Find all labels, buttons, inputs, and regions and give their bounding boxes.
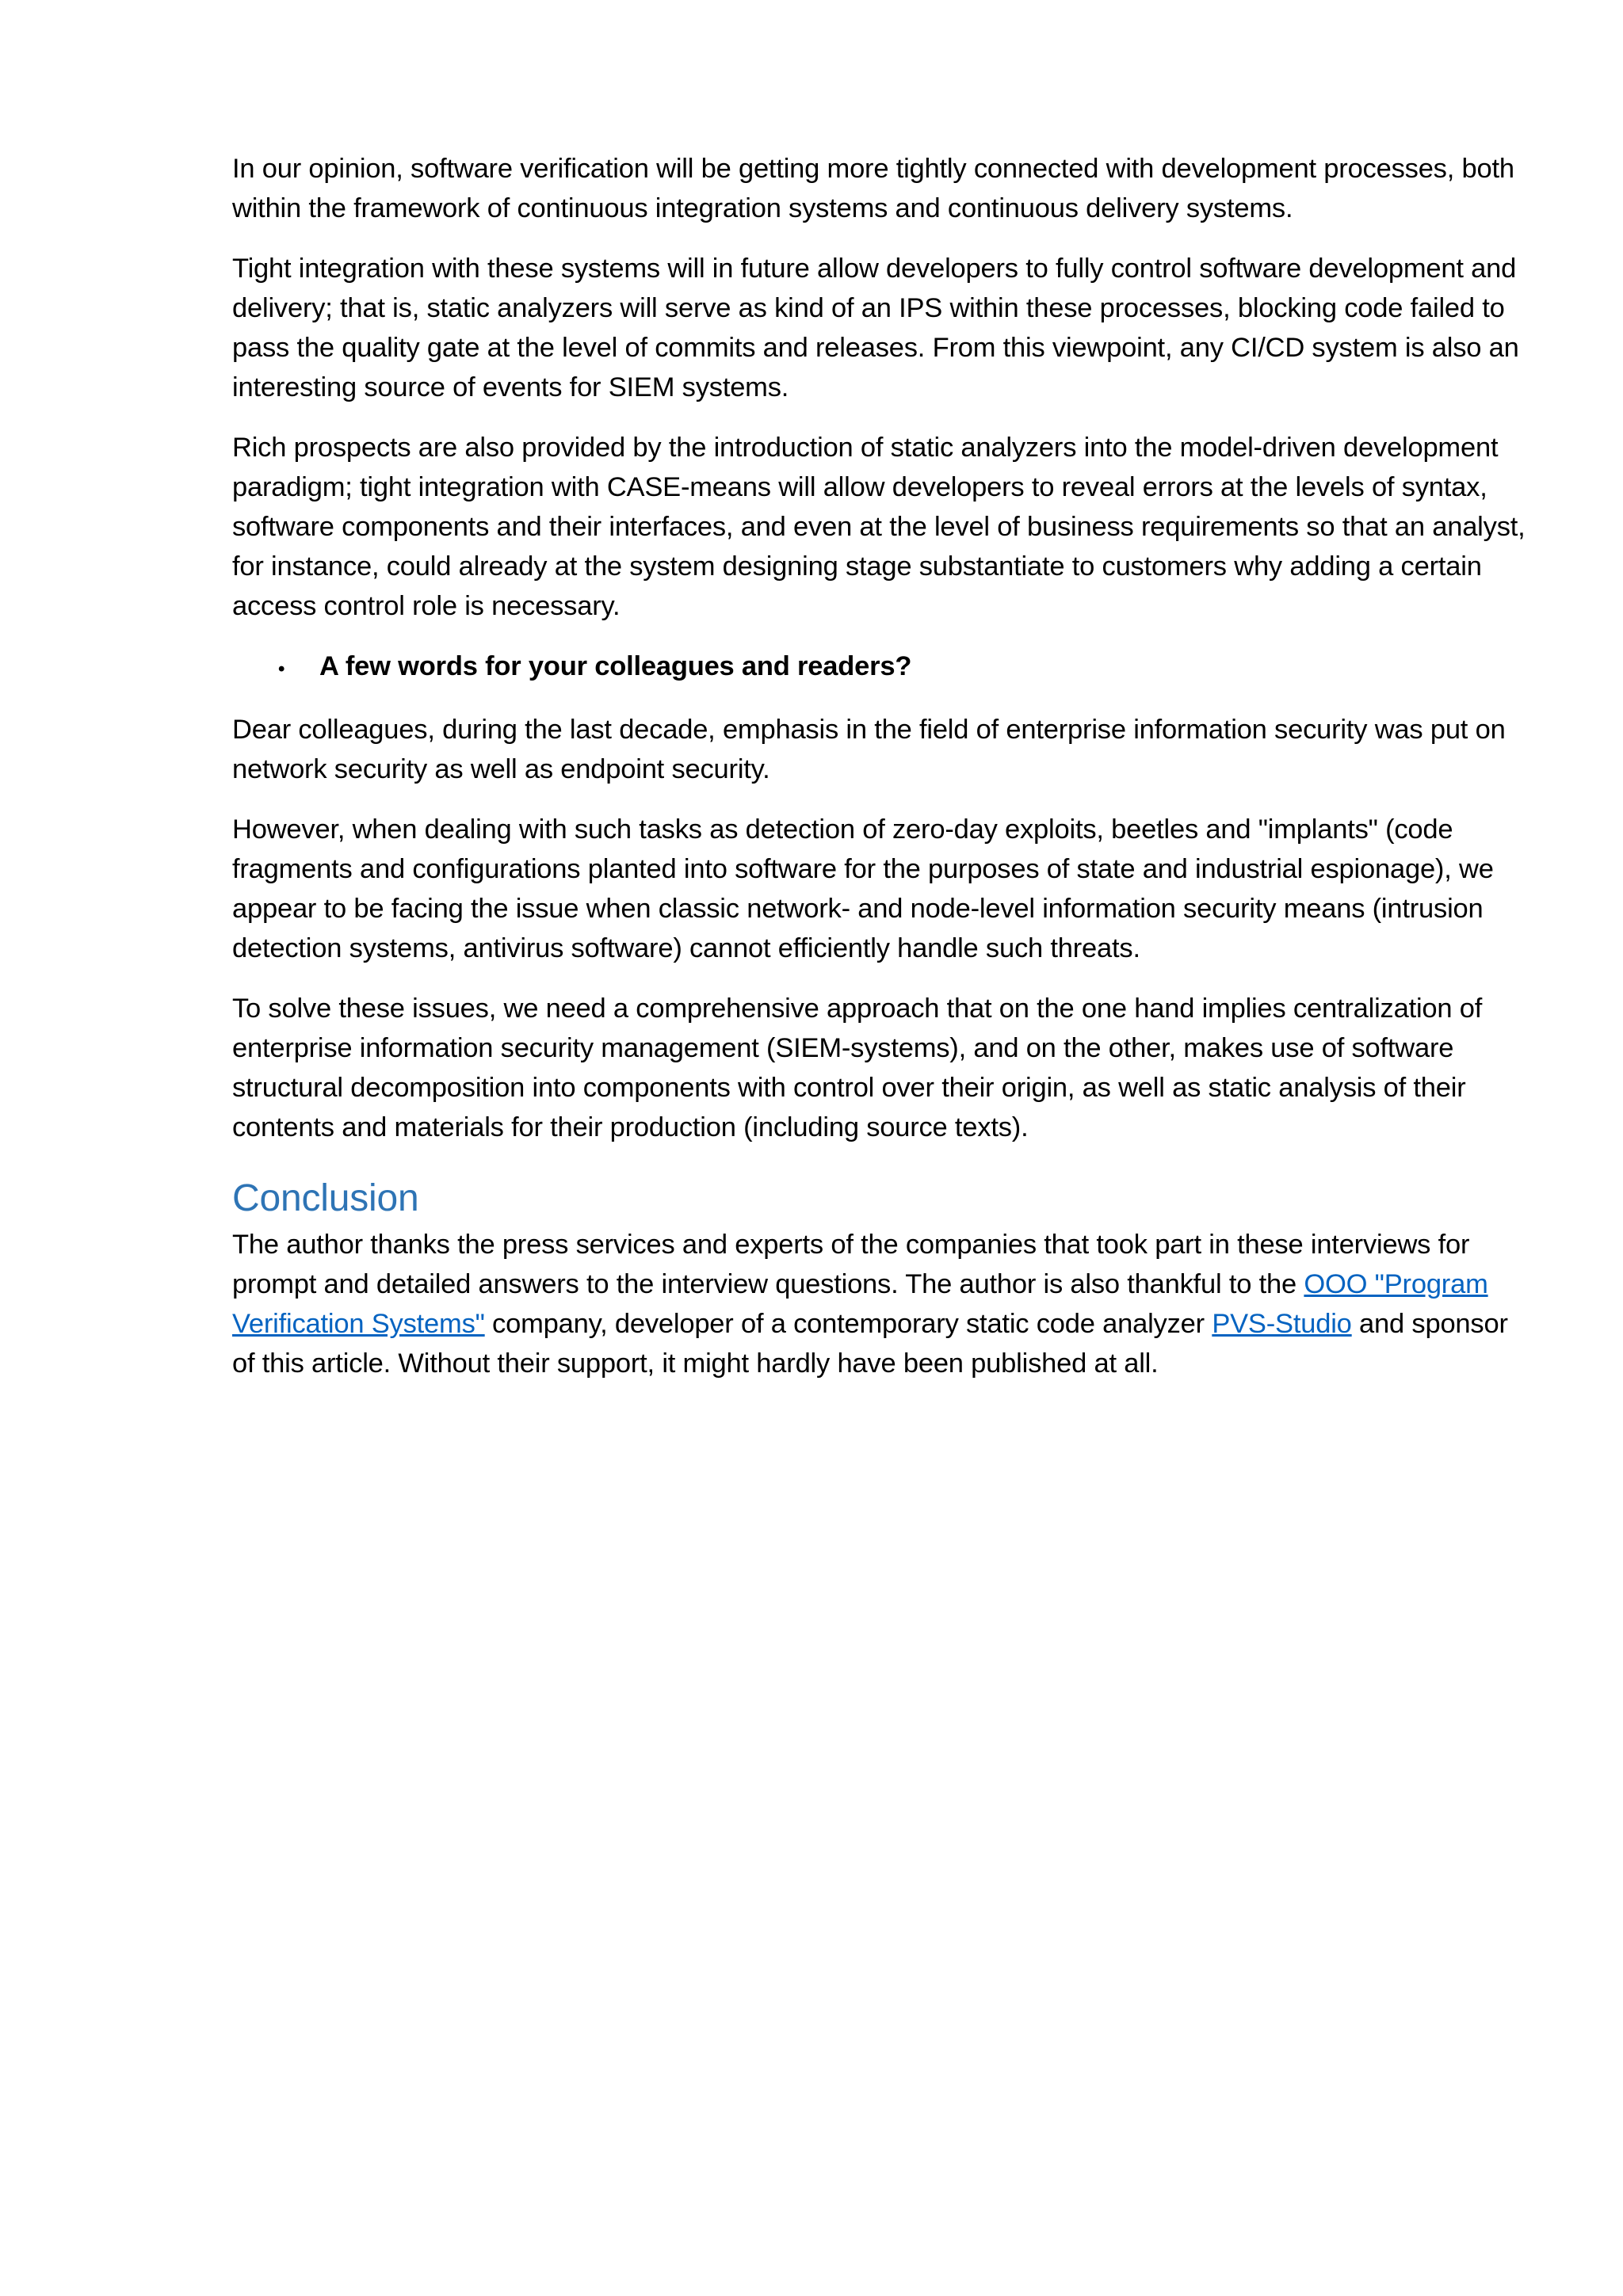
paragraph-conclusion bbox=[232, 1225, 1532, 1383]
paragraph-zero-day: However, when dealing with such tasks as detection of zero-day exploits, beetles and "implants" (code fragments and configurations planted into software for the purposes of state and industrial espionage), we appear to be facing the issue when classic network- and node-level information security means (intrusion detection systems, antivirus software) cannot efficiently handle such threats. bbox=[232, 814, 1494, 963]
link-program-verification-systems[interactable]: OOO "Program Verification Systems" bbox=[232, 1269, 1488, 1339]
paragraph-ci-cd-integration: Tight integration with these systems will in future allow developers to fully control software development and delivery; that is, static analyzers will serve as kind of an IPS within these processes, blocking code failed to pass the quality gate at the level of commits and releases. From this viewpoint, any CI/CD system is also an interesting source of events for SIEM systems. bbox=[232, 254, 1519, 402]
bullet-icon: • bbox=[278, 658, 285, 680]
paragraph-comprehensive-approach: To solve these issues, we need a comprehensive approach that on the one hand implies centralization of enterprise information security management (SIEM-systems), and on the other, makes use of software structural decomposition into components with control over their origin, as well as static analysis of their contents and materials for their production (including source texts). bbox=[232, 994, 1483, 1142]
paragraph-verification-outlook: In our opinion, software verification will be getting more tightly connected with development processes, both within the framework of continuous integration systems and continuous delivery systems. bbox=[232, 154, 1514, 223]
document-body bbox=[232, 149, 1532, 1404]
paragraph-dear-colleagues: Dear colleagues, during the last decade, emphasis in the field of enterprise information security was put on network security as well as endpoint security. bbox=[232, 715, 1506, 784]
bullet-question bbox=[232, 646, 1532, 689]
conclusion-text-part-1: The author thanks the press services and experts of the companies that took part in these interviews for prompt and detailed answers to the interview questions. The author is also thankful to the bbox=[232, 1230, 1470, 1299]
paragraph-model-driven: Rich prospects are also provided by the introduction of static analyzers into the model-driven development paradigm; tight integration with CASE-means will allow developers to reveal errors at the levels of syntax, software components and their interfaces, and even at the level of business requirements so that an analyst, for instance, could already at the system designing stage substantiate to customers why adding a certain access control role is necessary. bbox=[232, 433, 1526, 621]
link-pvs-studio[interactable]: PVS-Studio bbox=[1212, 1309, 1352, 1339]
conclusion-text-part-2: company, developer of a contemporary static code analyzer bbox=[484, 1309, 1212, 1339]
conclusion-text-part-3: and sponsor of this article. Without their support, it might hardly have been published at all. bbox=[232, 1309, 1508, 1379]
bullet-question-text: A few words for your colleagues and readers? bbox=[319, 651, 912, 681]
conclusion-heading: Conclusion bbox=[232, 1177, 419, 1219]
